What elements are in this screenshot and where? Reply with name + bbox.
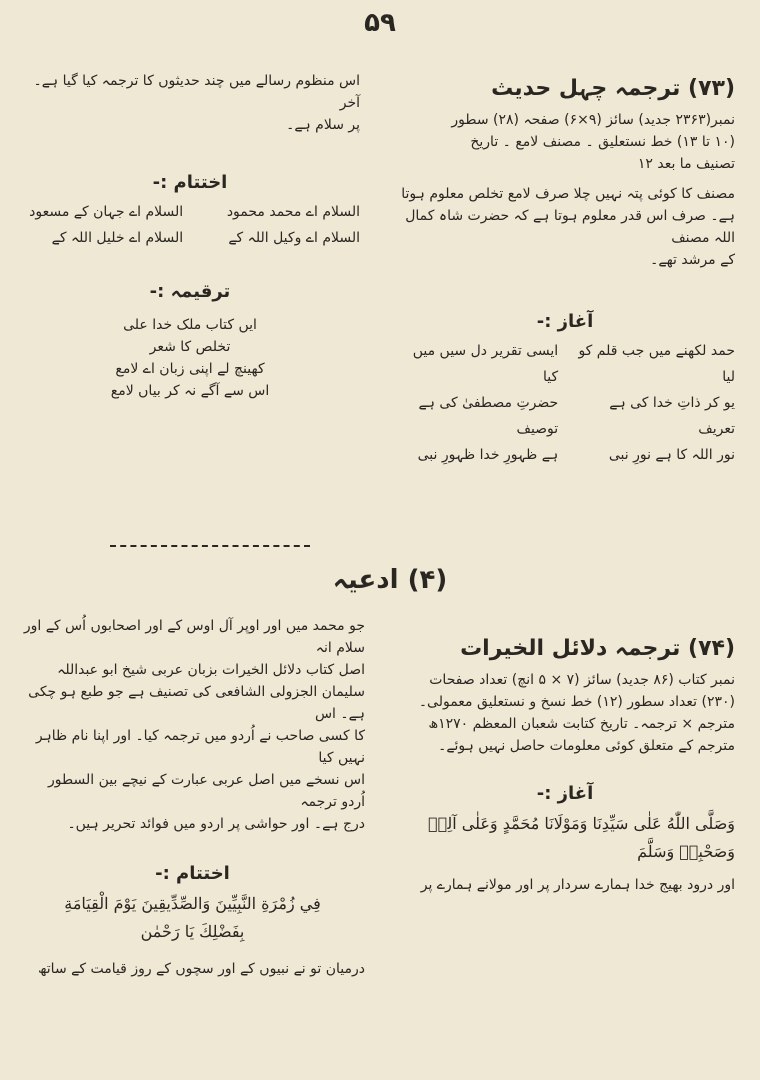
- verse: یو کر ذاتِ خدا کی ہے تعریف حضرتِ مصطفیٰ کی ہے توصیف: [418, 395, 735, 437]
- tarqima-line: تخلص کا شعر: [149, 339, 231, 355]
- entry-74-heading: (۷۴) ترجمہ دلائل الخیرات: [460, 636, 735, 661]
- tarqima-title: ترقیمہ :-: [149, 281, 231, 302]
- translation-text: درمیان تو نے نبیوں کے اور سچوں کے روز قیامت کے ساتھ: [37, 961, 365, 977]
- page-number: ۵۹: [364, 8, 396, 38]
- entry-73-continued: [20, 70, 360, 402]
- arabic-text: فِي زُمْرَةِ النَّبِيِّينَ وَالصِّدِّيقِينَ يَوْمَ الْقِيَامَةِ: [64, 894, 321, 913]
- ikhtitam-title: اختتام :-: [155, 863, 230, 884]
- aghaz-verses: [395, 338, 735, 468]
- intro-text: اس نسخے میں اصل عربی عبارت کے نیچے بین السطور اُردو ترجمہ: [48, 772, 365, 810]
- entry-73-desc: کے مرشد تھے۔: [650, 252, 735, 268]
- tarqima-line: ایں کتاب ملک خدا علی: [123, 317, 257, 333]
- ikhtitam-verses: [20, 199, 360, 251]
- entry-74: [395, 630, 735, 896]
- arabic-text: بِفَضْلِكَ يَا رَحْمٰن: [140, 922, 245, 941]
- aghaz-title: آغاز :-: [536, 783, 594, 804]
- section-divider: [110, 545, 310, 547]
- entry-73-meta: (۱۰ تا ۱۳) خط نستعلیق ۔ مصنف لامع ۔ تاریخ: [470, 134, 735, 150]
- entry-74-note: مترجم کے متعلق کوئی معلومات حاصل نہیں ہوئے۔: [438, 738, 735, 754]
- ikhtitam-title: اختتام :-: [152, 172, 228, 193]
- tarqima-lines: [20, 314, 360, 402]
- entry-74-continued: [20, 615, 365, 980]
- intro-text: پر سلام ہے۔: [286, 117, 360, 133]
- verse: السلام اے وکیل اللہ کے السلام اے خلیل اللہ کے: [51, 230, 360, 246]
- entry-74-meta: نمبر کتاب (۸۶ جدید) سائز (۷ × ۵ انچ) تعداد صفحات: [429, 672, 735, 688]
- entry-73-desc: مصنف کا کوئی پتہ نہیں چلا صرف لامع تخلص معلوم ہوتا: [401, 186, 735, 202]
- intro-text: اس منظوم رسالے میں چند حدیثوں کا ترجمہ کیا گیا ہے۔ آخر: [33, 73, 360, 111]
- aghaz-title: آغاز :-: [536, 311, 594, 332]
- arabic-text: وَصَلَّى اللّٰهُ عَلٰى سَيِّدِنَا وَمَوْلَانَا مُحَمَّدٍ وَعَلٰى آلِهٖ: [428, 814, 735, 833]
- arabic-text: وَصَحْبِهٖ وَسَلَّمَ: [637, 842, 735, 861]
- tarqima-line: اس سے آگے نہ کر بیاں لامع: [110, 383, 270, 399]
- verse: السلام اے محمد محمود السلام اے جہان کے مسعود: [29, 204, 360, 220]
- translation-text: اور درود بھیج خدا ہمارے سردار پر اور مولانے ہمارے پر: [420, 877, 735, 893]
- intro-text: کا کسی صاحب نے اُردو میں ترجمہ کیا۔ اور اپنا نام ظاہر نہیں کیا: [35, 728, 365, 766]
- section-title: (۴) ادعیہ: [332, 565, 448, 595]
- entry-74-meta: مترجم × ترجمہ۔ تاریخ کتابت شعبان المعظم ۱۲۷۰ھ: [428, 716, 735, 732]
- entry-73-heading: (۷۳) ترجمہ چہل حدیث: [491, 76, 735, 101]
- entry-73-desc: ہے۔ صرف اس قدر معلوم ہوتا ہے کہ حضرت شاہ کمال اللہ مصنف: [405, 208, 735, 246]
- intro-text: سلیمان الجزولی الشافعی کی تصنیف ہے جو طبع ہو چکی ہے۔ اس: [28, 684, 365, 722]
- intro-text: جو محمد میں اور اوپر آل اوس کے اور اصحابوں اُس کے اور سلام انہ: [23, 618, 365, 656]
- tarqima-line: کھینچ لے اپنی زبان اے لامع: [115, 361, 265, 377]
- entry-74-meta: (۲۳۰) تعداد سطور (۱۲) خط نسخ و نستعلیق معمولی۔: [418, 694, 735, 710]
- verse: حمد لکھنے میں جب قلم کو لیا ایسی تقریر دل سیں میں کیا: [412, 343, 735, 385]
- entry-73-meta: نمبر(۲۳۶۳ جدید) سائز (۹×۶) صفحہ (۲۸) سطور: [451, 112, 735, 128]
- entry-73: [395, 70, 735, 472]
- verse: نور اللہ کا ہے نورِ نبی ہے ظہورِ خدا ظہورِ نبی: [417, 447, 735, 463]
- entry-73-meta: تصنیف ما بعد ۱۲: [637, 156, 735, 172]
- intro-text: درج ہے۔ اور حواشی پر اردو میں فوائد تحریر ہیں۔: [67, 816, 365, 832]
- intro-text: اصل کتاب دلائل الخیرات بزبان عربی شیخ ابو عبداللہ: [57, 662, 365, 678]
